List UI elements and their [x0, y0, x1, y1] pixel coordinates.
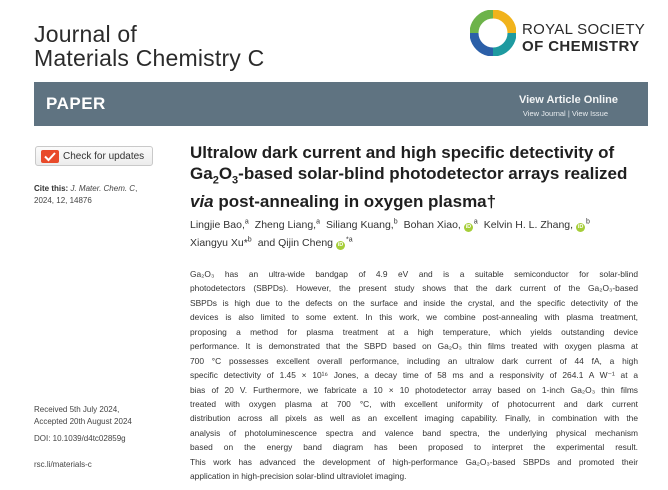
author-name: and Qijin Cheng: [257, 237, 334, 249]
title-sub1: 2: [212, 174, 219, 187]
journal-title: [34, 22, 364, 70]
check-for-updates-label: Check for updates: [63, 151, 145, 162]
article-title: [190, 142, 640, 212]
author-affiliation: *a: [346, 236, 353, 244]
rsc-logo[interactable]: [470, 10, 650, 70]
abstract-line: analysis of photoluminescence spectra and valence band spectra, the underlying physical mechanism: [190, 427, 638, 438]
orcid-icon[interactable]: iD: [337, 242, 344, 248]
abstract-line: bias of 20 V. Furthermore, we fabricate a 10 × 10 photodetector array based on 1-inch Ga₂O₃ thin films: [190, 384, 638, 395]
author-name: Zheng Liang,: [254, 218, 317, 231]
abstract-line: This work has advanced the development of high-performance Ga₂O₃-based SBPDs and promoted their: [190, 456, 638, 467]
author: [258, 237, 353, 249]
author-name: Xiangyu Xu*: [190, 237, 248, 249]
abstract-line: proposing a method for plasma treatment at a high temperature, which yields outstanding device: [190, 326, 638, 337]
author-name: Siliang Kuang,: [326, 218, 394, 231]
cite-journal: J. Mater. Chem. C: [70, 184, 136, 193]
title-part1: Ultralow dark current and high specific detectivity of Ga: [190, 143, 615, 183]
author-name: Kelvin H. L. Zhang,: [483, 218, 574, 231]
author-affiliation: b: [586, 218, 590, 225]
title-part2: -based solar-blind photodetector arrays realized: [238, 164, 628, 183]
rsc-wordmark-line1: ROYAL SOCIETY: [522, 21, 646, 38]
cite-label: Cite this:: [34, 184, 69, 193]
abstract-line: devices is also limited to some extent. In this work, we combine post-annealing with plasma treatment,: [190, 312, 638, 323]
abstract-line: performance. It is demonstrated that the SBPD based on Ga₂O₃ thin films treated with oxygen plasma at: [190, 341, 638, 352]
accepted-date: Accepted 20th August 2024: [34, 417, 132, 426]
view-journal-link[interactable]: View Journal: [522, 109, 566, 118]
journal-title-line2: Materials Chemistry C: [34, 45, 265, 71]
abstract-line: based on the energy band diagram has been proposed to interpret the experimental result.: [190, 442, 638, 453]
author-affiliation: b: [247, 236, 252, 244]
title-sub2: 3: [232, 174, 239, 187]
abstract-line: specific detectivity of 1.45 × 10¹⁶ Jones, a decay time of 58 ms and a responsivity of 264.1 A W⁻¹ at a: [190, 370, 638, 381]
dates: [34, 404, 174, 428]
abstract-line: SBPDs is high due to the defects on the surface and inside the crystal, and the specific detectivity of the: [190, 297, 638, 308]
received-date: Received 5th July 2024,: [34, 405, 120, 414]
check-for-updates-button[interactable]: [35, 146, 153, 166]
author: [190, 219, 249, 231]
view-article-online-link[interactable]: View Article Online: [518, 94, 618, 106]
rsc-wordmark: [522, 21, 645, 55]
author-name: Lingjie Bao,: [190, 218, 245, 231]
author-list: [190, 214, 640, 251]
title-via: via: [190, 192, 214, 212]
author-name: Bohan Xiao,: [403, 218, 461, 231]
doi[interactable]: DOI: 10.1039/d4tc02859g: [34, 434, 126, 443]
abstract-line: 700 °C possesses excellent overall performance, including an ultralow dark current of 44 fA, a high: [190, 355, 638, 366]
banner-link-separator: |: [567, 109, 570, 118]
citation: [34, 183, 154, 207]
author-affiliation: b: [393, 218, 398, 225]
abstract: [190, 267, 638, 484]
journal-site-link[interactable]: rsc.li/materials-c: [34, 460, 92, 469]
cite-details: , 2024, 12, 14876: [34, 184, 138, 205]
abstract-line: application in high-precision solar-blind ultraviolet imaging.: [190, 471, 407, 482]
abstract-line: photodetectors (SBPDs). However, the present study shows that the dark current of the Ga₂O₃-based: [190, 283, 638, 294]
author-affiliation: a: [316, 218, 320, 225]
abstract-line: distribution across all pixels as well as an excellent imaging capability. Finally, in combination with the: [190, 413, 638, 424]
orcid-icon[interactable]: iD: [465, 223, 472, 230]
banner-links: [523, 109, 608, 118]
author: [326, 219, 398, 231]
orcid-icon[interactable]: iD: [577, 223, 584, 230]
abstract-line: treated with oxygen plasma at 700 °C, with excellent uniformity of photocurrent and dark current: [190, 398, 638, 409]
article-type-label: PAPER: [46, 94, 106, 113]
abstract-line: Ga₂O₃ has an ultra-wide bandgap of 4.9 eV and is a suitable semiconductor for solar-blind: [190, 269, 638, 279]
rsc-ring-icon: [470, 10, 516, 56]
title-mid: O: [218, 164, 233, 183]
author: [484, 219, 590, 231]
author: [255, 219, 320, 231]
title-part3: post-annealing in oxygen plasma†: [213, 192, 497, 212]
author: [190, 237, 252, 249]
journal-title-line1: Journal of: [34, 21, 138, 47]
article-type-banner: [34, 82, 648, 126]
author-affiliation: a: [244, 218, 249, 225]
author-affiliation: a: [473, 218, 478, 225]
rsc-wordmark-line2: OF CHEMISTRY: [522, 38, 640, 55]
crossmark-icon: [41, 150, 59, 163]
author: [404, 219, 478, 231]
view-issue-link[interactable]: View Issue: [571, 109, 608, 118]
